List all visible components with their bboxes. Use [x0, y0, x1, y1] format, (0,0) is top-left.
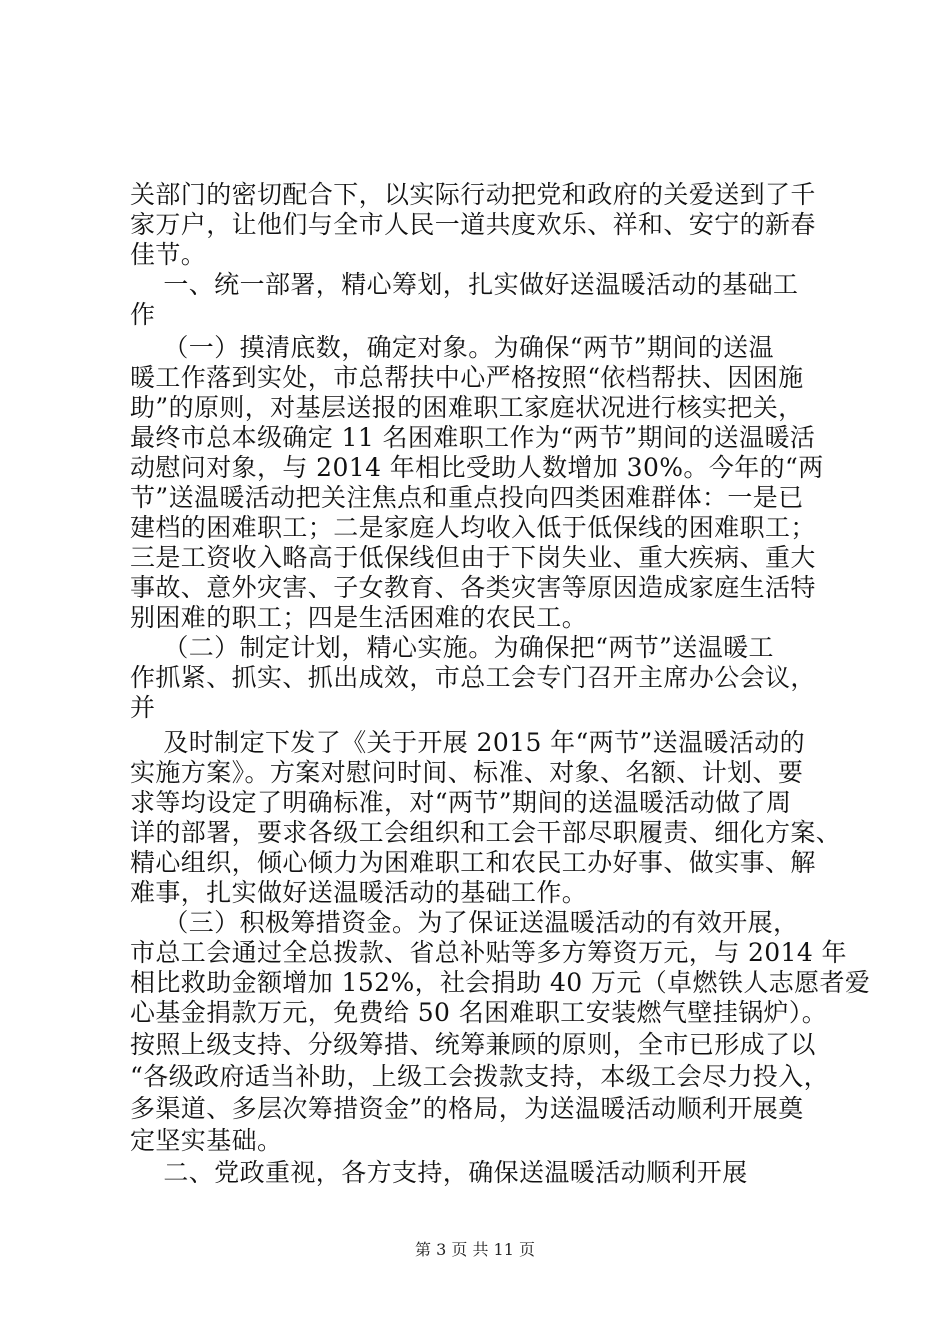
text-line: 相比救助金额增加 152%，社会捐助 40 万元（卓燃铁人志愿者爱: [130, 968, 871, 997]
text-line: 难事，扎实做好送温暖活动的基础工作。: [130, 878, 588, 907]
text-line: 并: [130, 693, 156, 722]
text-line: 心基金捐款万元，免费给 50 名困难职工安装燃气壁挂锅炉）。: [130, 998, 828, 1027]
text-line: （三）积极筹措资金。为了保证送温暖活动的有效开展，: [130, 908, 799, 937]
text-line: 最终市总本级确定 11 名困难职工作为“两节”期间的送温暖活: [130, 423, 816, 452]
text-line: 及时制定下发了《关于开展 2015 年“两节”送温暖活动的: [130, 728, 806, 757]
text-line: 别困难的职工；四是生活困难的农民工。: [130, 603, 588, 632]
text-line: （二）制定计划，精心实施。为确保把“两节”送温暖工: [130, 633, 774, 662]
text-line: 精心组织，倾心倾力为困难职工和农民工办好事、做实事、解: [130, 848, 816, 877]
section-heading: 一、统一部署，精心筹划，扎实做好送温暖活动的基础工: [130, 270, 799, 299]
text-line: 佳节。: [130, 240, 207, 269]
text-line: 家万户，让他们与全市人民一道共度欢乐、祥和、安宁的新春: [130, 210, 816, 239]
text-line: 节”送温暖活动把关注焦点和重点投向四类困难群体：一是已: [130, 483, 804, 512]
text-line: 求等均设定了明确标准，对“两节”期间的送温暖活动做了周: [130, 788, 792, 817]
text-line: “各级政府适当补助，上级工会拨款支持，本级工会尽力投入，: [130, 1062, 829, 1091]
text-line: 作抓紧、抓实、抓出成效，市总工会专门召开主席办公会议，: [130, 663, 816, 692]
text-line: 暖工作落到实处，市总帮扶中心严格按照“依档帮扶、因困施: [130, 363, 804, 392]
text-line: 建档的困难职工；二是家庭人均收入低于低保线的困难职工；: [130, 513, 816, 542]
text-line: 事故、意外灾害、子女教育、各类灾害等原因造成家庭生活特: [130, 573, 816, 602]
text-line: （一）摸清底数，确定对象。为确保“两节”期间的送温: [130, 333, 774, 362]
section-heading: 作: [130, 300, 156, 329]
text-line: 助”的原则，对基层送报的困难职工家庭状况进行核实把关，: [130, 393, 804, 422]
text-line: 详的部署，要求各级工会组织和工会干部尽职履责、细化方案、: [130, 818, 842, 847]
text-line: 定坚实基础。: [130, 1126, 283, 1155]
text-line: 市总工会通过全总拨款、省总补贴等多方筹资万元，与 2014 年: [130, 938, 847, 967]
text-line: 按照上级支持、分级筹措、统筹兼顾的原则，全市已形成了以: [130, 1030, 816, 1059]
text-line: 多渠道、多层次筹措资金”的格局，为送温暖活动顺利开展奠: [130, 1094, 804, 1123]
section-heading: 二、党政重视，各方支持，确保送温暖活动顺利开展: [130, 1158, 748, 1187]
text-line: 实施方案》。方案对慰问时间、标准、对象、名额、计划、要: [130, 758, 804, 787]
text-line: 三是工资收入略高于低保线但由于下岗失业、重大疾病、重大: [130, 543, 816, 572]
page-footer: 第 3 页 共 11 页: [415, 1240, 535, 1259]
text-line: 动慰问对象，与 2014 年相比受助人数增加 30%。今年的“两: [130, 453, 824, 482]
text-line: 关部门的密切配合下，以实际行动把党和政府的关爱送到了千: [130, 180, 816, 209]
